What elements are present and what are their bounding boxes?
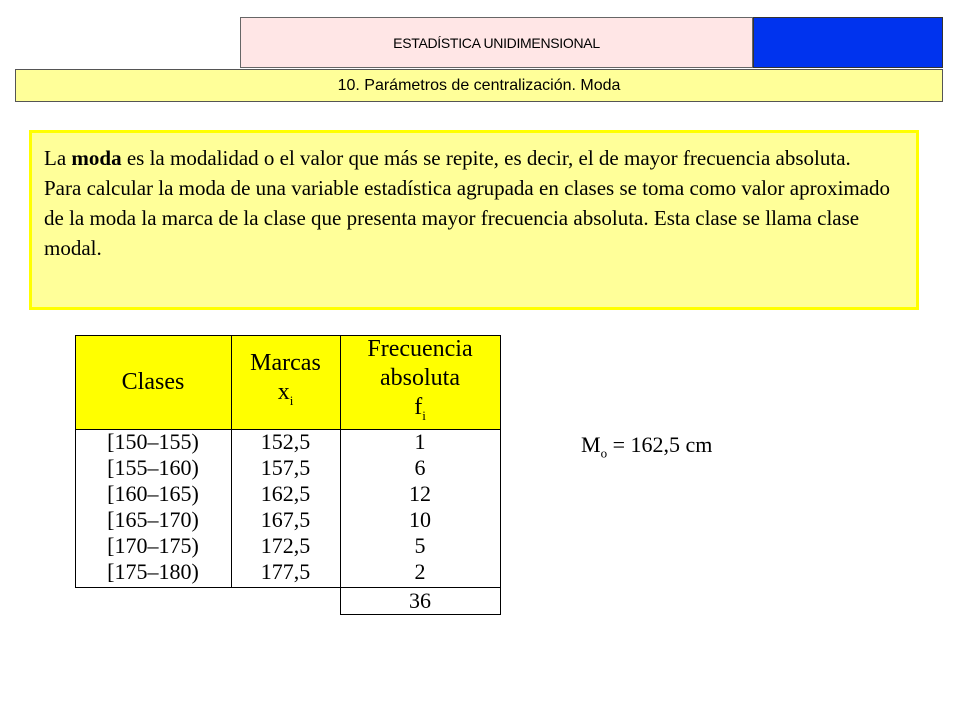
header-marcas xyxy=(231,335,340,429)
definition-paragraph-2: Para calcular la moda de una variable estadística agrupada en clases se toma como valor aproximado de la moda la marca de la clase que presenta mayor frecuencia absoluta. Esta clase se llama clase modal. xyxy=(44,176,891,260)
cell-frecuencia: 10 xyxy=(409,507,431,532)
cell-frecuencia: 12 xyxy=(409,481,431,506)
section-title xyxy=(240,17,753,68)
mode-symbol: M xyxy=(581,432,601,457)
header-marcas-symbol xyxy=(278,378,294,415)
slide-subtitle-text: 10. Parámetros de centralización. Moda xyxy=(337,76,621,94)
cell-frecuencia: 2 xyxy=(414,559,426,584)
cell-clase: [150–155) xyxy=(107,429,199,454)
cell-clase: [170–175) xyxy=(107,533,199,558)
definition-term: moda xyxy=(71,146,122,170)
cell-marca: 152,5 xyxy=(260,429,311,454)
definition-paragraph-1 xyxy=(44,143,904,173)
header-frecuencia xyxy=(340,335,500,429)
cell-marca: 172,5 xyxy=(260,533,311,558)
header-marcas-text: Marcas xyxy=(250,350,321,377)
mode-subscript: o xyxy=(600,445,608,461)
cell-clase: [165–170) xyxy=(107,507,199,532)
header-clases xyxy=(75,335,231,429)
definition-box xyxy=(29,130,919,310)
header-freq-sub: i xyxy=(422,407,426,423)
slide-subtitle xyxy=(15,69,943,102)
cell-frecuencia: 6 xyxy=(414,455,426,480)
cell-marca: 157,5 xyxy=(260,455,311,480)
cell-marca: 162,5 xyxy=(260,481,311,506)
cell-frecuencia: 1 xyxy=(414,429,426,454)
definition-text: es la modalidad o el valor que más se repite, es decir, el de mayor frecuencia absoluta. xyxy=(121,146,851,170)
cell-clase: [160–165) xyxy=(107,481,199,506)
cell-total: 36 xyxy=(409,588,431,613)
table-border-right xyxy=(500,335,501,615)
mode-value: = 162,5 cm xyxy=(607,432,713,457)
table-border-top xyxy=(75,335,500,336)
cell-frecuencia: 5 xyxy=(414,533,426,558)
definition-text: La xyxy=(44,146,72,170)
header-freq-var: f xyxy=(414,393,423,420)
header-marcas-var: x xyxy=(277,379,290,406)
section-title-text: ESTADÍSTICA UNIDIMENSIONAL xyxy=(393,34,600,51)
cell-marca: 177,5 xyxy=(260,559,311,584)
header-freq-text-2: absoluta xyxy=(380,364,460,391)
cell-marca: 167,5 xyxy=(260,507,311,532)
header-freq-text-1: Frecuencia xyxy=(367,335,473,362)
cell-clase: [155–160) xyxy=(107,455,199,480)
cell-clase: [175–180) xyxy=(107,559,199,584)
table-border-bottom-left xyxy=(75,587,340,588)
header-marcas-sub: i xyxy=(289,392,294,408)
header-clases-text: Clases xyxy=(121,368,185,395)
header-color-block xyxy=(753,17,943,68)
table-border-bottom xyxy=(340,614,500,615)
mode-result xyxy=(581,432,712,461)
header-freq-symbol xyxy=(414,393,426,430)
